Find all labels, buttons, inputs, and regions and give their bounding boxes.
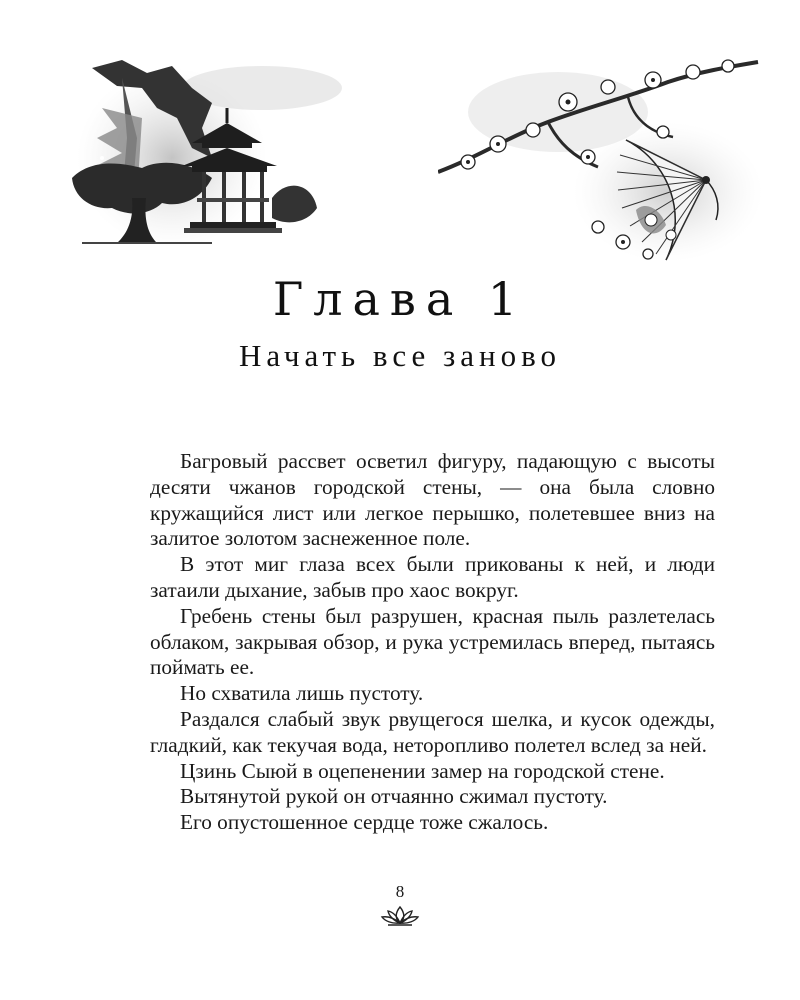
chapter-subtitle: Начать все заново bbox=[238, 338, 561, 373]
paragraph: Гребень стены был разрушен, красная пыль разлетелась облаком, закрывая обзор, и рука устремилась вперед, пытаясь поймать ее. bbox=[150, 603, 715, 680]
chapter-body bbox=[150, 449, 715, 836]
chapter-title: Глава 1 bbox=[272, 272, 528, 326]
paragraph: Вытянутой рукой он отчаянно сжимал пустоту. bbox=[180, 784, 608, 809]
paragraph: В этот миг глаза всех были прикованы к ней, и люди затаили дыхание, забыв про хаос вокруг. bbox=[150, 552, 715, 602]
paragraph: Но схватила лишь пустоту. bbox=[180, 681, 424, 706]
paragraph: Раздался слабый звук рвущегося шелка, и кусок одежды, гладкий, как текучая вода, неторопливо полетел вслед за ней. bbox=[150, 706, 715, 757]
pavilion-and-tree-icon bbox=[62, 48, 362, 258]
paragraph: Его опустошенное сердце тоже сжалось. bbox=[180, 810, 549, 835]
cherry-blossom-and-fan-icon bbox=[438, 42, 763, 267]
page-number: 8 bbox=[395, 882, 405, 901]
paragraph: Багровый рассвет осветил фигуру, падающую с высоты десяти чжанов городской стены, — она была словно кружащийся лист или легкое перышко, полетевшее вниз на залитое золотом заснеженное поле. bbox=[150, 449, 715, 551]
paragraph: Цзинь Сыюй в оцепенении замер на городской стене. bbox=[180, 758, 665, 783]
lotus-icon bbox=[380, 905, 420, 927]
